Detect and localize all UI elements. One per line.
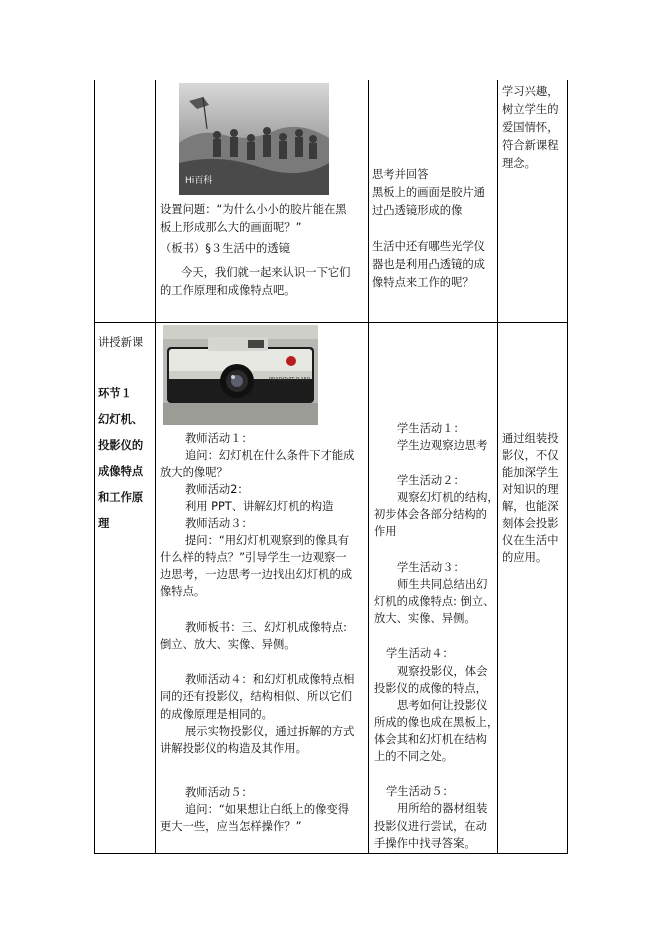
intent-row2-line-8: 的应用。 bbox=[502, 551, 548, 564]
teacher-board-line-1: 教师板书：三、幻灯机成像特点: bbox=[185, 621, 347, 634]
teacher-activity-4-line-3: 的成像原理是相同的。 bbox=[160, 708, 273, 721]
teacher-activity-4-line-2: 同的还有投影仪，结构相似、所以它们 bbox=[160, 690, 353, 703]
intent-row1-line-2: 树立学生的 bbox=[502, 103, 559, 116]
teacher-board-line-2: 倒立、放大、实像、异侧。 bbox=[160, 638, 296, 651]
stage-section-line-2: 幻灯机、 bbox=[98, 413, 144, 426]
student-row1-line-2: 黑板上的画面是胶片通 bbox=[372, 186, 485, 199]
intent-row2-line-4: 对知识的理 bbox=[502, 483, 559, 496]
stage-section-line-6: 理 bbox=[98, 517, 110, 530]
teacher-activity-4-line-5: 讲解投影仪的构造及其作用。 bbox=[160, 742, 307, 755]
intent-row1-line-4: 符合新课程 bbox=[502, 139, 559, 152]
teacher-activity-1-title: 教师活动１： bbox=[185, 432, 253, 445]
teacher-activity-3-line-2: 什么样的特点？”引导学生一边观察一 bbox=[160, 551, 347, 564]
student-activity-3-line-3: 放大、实像、异侧。 bbox=[374, 612, 476, 625]
student-activity-4-title: 学生活动４： bbox=[386, 647, 454, 660]
intent-row1-line-5: 理念。 bbox=[502, 157, 536, 170]
student-activity-5-title: 学生活动５： bbox=[386, 785, 454, 798]
teacher-activity-4-line-4: 展示实物投影仪，通过拆解的方式 bbox=[185, 725, 355, 738]
student-activity-4-line-4: 所成的像也成在黑板上， bbox=[374, 716, 499, 729]
teacher-activity-5-title: 教师活动５： bbox=[185, 786, 253, 799]
stage-section-line-5: 和工作原 bbox=[98, 491, 144, 504]
student-activity-5-line-3: 手操作中找寻答案。 bbox=[374, 837, 476, 850]
table-border-col3 bbox=[497, 80, 498, 854]
student-activity-4-line-1: 观察投影仪，体会 bbox=[397, 665, 488, 678]
student-activity-2-line-1: 观察幻灯机的结构， bbox=[397, 491, 499, 504]
teacher-activity-2-line-1: 利用 PPT、讲解幻灯机的构造 bbox=[185, 500, 334, 513]
student-activity-2-line-2: 初步体会各部分结构的 bbox=[374, 508, 487, 521]
teacher-activity-3-title: 教师活动３： bbox=[185, 517, 253, 530]
student-activity-2-title: 学生活动２： bbox=[397, 474, 465, 487]
intent-row1-line-3: 爱国情怀， bbox=[502, 121, 559, 134]
teacher-activity-2-title: 教师活动2： bbox=[185, 483, 249, 496]
teacher-activity-5-line-1: 追问：“如果想让白纸上的像变得 bbox=[185, 803, 350, 816]
table-border-col2 bbox=[368, 80, 369, 854]
teacher-activity-1-line-1: 追问：幻灯机在什么条件下才能成 bbox=[185, 449, 355, 462]
intent-row2-line-5: 解，也能深 bbox=[502, 500, 559, 513]
table-border-col1 bbox=[155, 80, 156, 854]
table-row-divider bbox=[94, 322, 568, 323]
teacher-activity-3-line-1: 提问：“用幻灯机观察到的像具有 bbox=[185, 534, 350, 547]
projector-brand-label: PRADOVIT P 150 bbox=[269, 377, 311, 383]
table-border-left bbox=[94, 80, 95, 854]
student-activity-2-line-3: 作用 bbox=[374, 525, 397, 538]
teacher-activity-5-line-2: 更大一些，应当怎样操作？” bbox=[160, 820, 302, 833]
stage-section-line-1: 环节１ bbox=[98, 387, 132, 400]
student-activity-3-line-2: 灯机的成像特点: 倒立、 bbox=[374, 595, 495, 608]
intent-row2-line-1: 通过组装投 bbox=[502, 432, 559, 445]
student-activity-5-line-2: 投影仪进行尝试，在动 bbox=[374, 820, 487, 833]
teacher-board-note: （板书）§３生活中的透镜 bbox=[160, 242, 290, 255]
teacher-activity-1-line-2: 放大的像呢？ bbox=[160, 466, 228, 479]
student-activity-3-line-1: 师生共同总结出幻 bbox=[397, 578, 488, 591]
teacher-intro-line-2: 的工作原理和成像特点吧。 bbox=[160, 284, 296, 297]
student-activity-1-line-1: 学生边观察边思考 bbox=[397, 439, 488, 452]
student-activity-1-title: 学生活动１： bbox=[397, 422, 465, 435]
student-row1-line-1: 思考并回答 bbox=[372, 168, 429, 181]
intent-row2-line-7: 仪在生活中 bbox=[502, 534, 559, 547]
student-row1-line-4: 生活中还有哪些光学仪 bbox=[372, 240, 485, 253]
teacher-question-line-1: 设置问题：“为什么小小的胶片能在黑 bbox=[160, 203, 347, 216]
student-row1-line-6: 像特点来工作的呢？ bbox=[372, 276, 474, 289]
stage-section-line-4: 成像特点 bbox=[98, 465, 144, 478]
intent-row2-line-3: 能加深学生 bbox=[502, 466, 559, 479]
slide-projector-photo bbox=[163, 325, 318, 425]
intent-row1-line-1: 学习兴趣， bbox=[502, 85, 559, 98]
student-activity-4-line-3: 思考如何让投影仪 bbox=[397, 699, 488, 712]
student-activity-5-line-1: 用所给的器材组装 bbox=[397, 802, 488, 815]
photo-watermark: Hi百科 bbox=[185, 176, 213, 186]
intent-row2-line-2: 影仪，不仅 bbox=[502, 449, 559, 462]
teacher-activity-4-line-1: 教师活动４：和幻灯机成像特点相 bbox=[185, 673, 355, 686]
teacher-activity-3-line-4: 像特点。 bbox=[160, 585, 206, 598]
table-border-bottom bbox=[94, 853, 568, 854]
student-row1-line-3: 过凸透镜形成的像 bbox=[372, 204, 463, 217]
teacher-activity-3-line-3: 边思考，一边思考一边找出幻灯机的成 bbox=[160, 568, 353, 581]
historical-photo bbox=[179, 83, 329, 195]
teacher-intro-line-1: 今天，我们就一起来认识一下它们 bbox=[181, 266, 351, 279]
intent-row2-line-6: 刻体会投影 bbox=[502, 517, 559, 530]
student-activity-4-line-6: 上的不同之处。 bbox=[374, 750, 454, 763]
student-activity-4-line-5: 体会其和幻灯机在结构 bbox=[374, 733, 487, 746]
student-activity-3-title: 学生活动３： bbox=[397, 561, 465, 574]
student-activity-4-line-2: 投影仪的成像的特点， bbox=[374, 682, 487, 695]
table-border-right bbox=[567, 80, 568, 854]
stage-title: 讲授新课 bbox=[98, 336, 144, 349]
teacher-question-line-2: 板上形成那么大的画面呢？” bbox=[160, 221, 302, 234]
student-row1-line-5: 器也是利用凸透镜的成 bbox=[372, 258, 485, 271]
stage-section-line-3: 投影仪的 bbox=[98, 439, 144, 452]
